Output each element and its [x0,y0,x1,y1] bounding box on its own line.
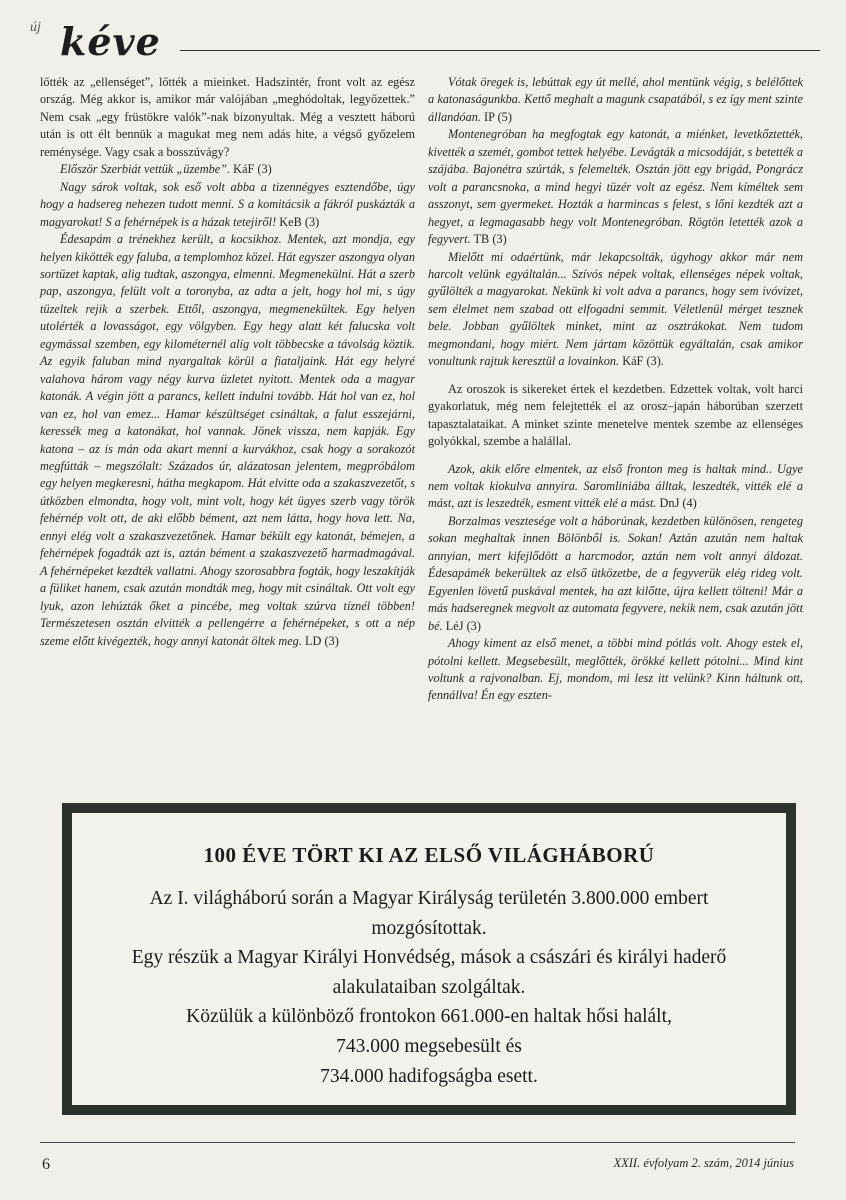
source-code: LD (3) [301,633,339,648]
paragraph-text: Azok, akik előre elmentek, az első fronton meg is haltak mind.. Ugye nem voltak kiokulva annyira. Saromliniába álltak, leszedték, vitték elé a mást, azt is leszedték, esment vitték elé a mást. [428,461,803,511]
info-box-line: Egy részük a Magyar Királyi Honvédség, mások a császári és királyi haderő [131,947,727,969]
paragraph [428,635,803,705]
paragraph [40,74,415,161]
source-code: KeB (3) [276,214,320,229]
info-box-line: 734.000 hadifogságba esett. [320,1065,538,1087]
paragraph [428,461,803,513]
paragraph [428,74,803,126]
issue-info: XXII. évfolyam 2. szám, 2014 június [613,1156,794,1170]
paragraph [428,513,803,635]
paragraph-text: Borzalmas vesztesége volt a háborúnak, kezdetben különösen, rengeteg sokan meghaltak innen Bölönből is. Sokan! Aztán azután nem haltak annyian, mert kifejlődött a harcmodor, aztán nem volt annyi áldozat. Édesapámék bekerültek az első ütközetbe, de a fegyverük elég rideg volt. Egyenlen lövetű puskával mentek, ha azt kilőtte, újra kellett tölteni! Már a más hadseregnek megvolt az automata fegyvere, nekik nem, csak azután jött bé. [428,513,803,633]
source-code: TB (3) [470,232,507,247]
page-number: 6 [42,1156,50,1173]
paragraph-text: Montenegróban ha megfogtak egy katonát, a miénket, levetkőztették, kivették a szemét, gombot tettek helyébe. Levágták a micsodáját, s betették a szájába. Bajonétra szúrták, s felemelték. Osztán jött egy brigád, Pongrácz volt a parancsnoka, a mind hegyi tüzér volt az egész. Nem kíméltek sem asszonyt, sem gyermeket. Hozták a harmincas s felest, s lőni kezdték azt a hegyet, a legmagasabb hegy volt Montenegróban. Rögtön letették azok a fegyvert. [428,127,803,247]
paragraph [40,231,415,650]
paragraph-text: Ahogy kiment az első menet, a többi mind pótlás volt. Ahogy estek el, pótolni kellett. Megsebesült, meglőtték, örökké kellett pótolni... Mind kint voltunk a rajvonalban. Ej, mondom, mi lesz itt velünk? Kinn háltunk ott, fennállva! Én egy eszten- [428,636,803,703]
info-box-line: Az I. világháború során a Magyar Királyság területén 3.800.000 embert [149,888,709,909]
logo-prefix: új [30,20,41,35]
paragraph [428,126,803,248]
source-code: IP (5) [480,109,512,124]
info-box-body [72,884,786,1091]
info-box-title: 100 ÉVE TÖRT KI AZ ELSŐ VILÁGHÁBORÚ [203,843,655,867]
paragraph [40,179,415,231]
info-box-line: mozgósítottak. [371,917,487,939]
header-rule [180,50,820,51]
source-code: KáF (3). [619,354,664,369]
paragraph-text: Nagy sárok voltak, sok eső volt abba a tizennégyes esztendőbe, úgy hogy a hadsereg nehezen tudott menni. S a komitácsik a fákról puskázták a magyarokat! S a fehérnépek is a házak tetejiről! [40,179,415,229]
paragraph [428,249,803,371]
info-box-line: alakulataiban szolgáltak. [332,976,526,998]
source-code: LéJ (3) [442,618,481,633]
left-text-column [40,74,415,650]
paragraph-text: Mielőtt mi odaértünk, már lekapcsolták, úgyhogy akkor már nem harcolt velünk egyáltalán... Szívós népek voltak, ellenséges népek voltak, gyűlölték a magyarokat. Nekünk ki volt adva a parancs, hogy sem ivóvizet, sem élelmet nem szabad ott elfogadni semmit. Véletlenül mérget tesznek bele. Jobban gyűlöltek minket, mint az osztrákokat. Nem tudom megmondani, hogy miért. Nem jártam közöttük egyáltalán, csak amikor vonultunk rajtuk keresztül a lovainkon. [428,249,803,369]
info-box-line: Közülük a különböző frontokon 661.000-en haltak hősi halált, [186,1006,672,1028]
footer-rule [40,1142,795,1144]
paragraph-text: Vótak öregek is, lebúttak egy út mellé, ahol mentünk végig, s belélőttek a katonaságunkba. Kettő meghalt a magunk csapatából, s ez így ment szinte állandóan. [428,75,803,124]
paragraph-text: lőtték az „ellenséget”, lőtték a mieinket. Hadszintér, front volt az egész ország. Még akkor is, amikor már valójában „meghódoltak, legyőzettek.” Nem csak „egy früstökre valók”-nak bizonyultak. Még a vesztett háború után is ott élt bennük a magukat meg nem adás hite, a végső győzelem reménysége. Vagy csak a bosszúvágy? [40,75,415,159]
info-box [62,803,796,1115]
paragraph-text: Először Szerbiát vettük „üzembe”. [60,162,231,177]
source-code: KáF (3) [230,162,272,177]
magazine-logo: kéve [60,19,161,64]
paragraph-text: Édesapám a trénekhez került, a kocsikhoz. Mentek, azt mondja, egy helyen kikötték egy faluba, a templomhoz közel. Hát egyszer aszongya olyan sortüzet kaptak, alig tudtak, aszongya, elmenni. Megmenekülni. Hát a szerb pap, aszongya, felült volt a toronyba, az adta a jelt, hogy hol mi, s úgy tüzeltek rejik a szerbek. Ettől, aszongya, megmenekültek. Egy helyen utolérték a lovasságot, egy völgyben. Egy hegy alatt két falucska volt egymással szemben, egy kilométernél alig volt többecske a távolság köztik. Az egyik faluban mind nyargaltak körül a fiataljaink. Hát egy helyré valahova három vagy négy kurva üzletet nyitott. Mentek oda a magyar katonák. A végin jött a parancs, kellett indulni tovább. Hát hol van ez, hol van ez, hol van emez... Hamar készültséget csináltak, a falut esszejárni, keressék meg a katonákat, hol vannak. Jönek vissza, nem kapják. Egy katona – az is mán oda akart menni a kurvákhoz, csak hogy a sorakozót megfútták – megszólalt: Százados úr, alázatosan jelentem, megpróbálom egy helyen megkeresni, hátha megkapom. Hát elvitte oda a szakaszvezetőt, s útközben elmondta, hogy volt, mint volt, hogy két ügyes szerb vagy török fehérnép volt ott, de aki előbb bément, azt nem látta, hogy hova lett. Na, ennyi elég volt a szakaszvezetőnek. Hamar békült egy katonát, bémejen, a fehérnépek fogadták azt is, aztán bément a szakaszvezető harmadmagával. A fehérnépeket kezdték vallatni. Ahogy szorosabbra fogták, hogy leszakítják a füliket hanem, csak azután mondták meg, hogy mit csináltak. Ott volt egy lyuk, azon lehúzták őket a pincébe, meg voltak szúrva tíznél többen! Természetesen osztán elvitték a pellengérre a fehérnépeket, s ott a nép szeme előtt kivégezték, hogy annyi katonát öltek meg. [40,232,415,648]
paragraph [40,161,415,178]
page-header [30,18,820,64]
right-text-column [428,74,803,705]
info-box-line: 743.000 megsebesült és [336,1035,522,1057]
source-code: DnJ (4) [656,496,697,511]
paragraph-text: Az oroszok is sikereket értek el kezdetben. Edzettek voltak, volt harci gyakorlatuk, még nem felejtették el az orosz–japán háborúban szerzett tapasztalataikat. A minket szinte menetelve mentek szembe az ellenséges golyókkal, szembe a halállal. [428,381,803,449]
paragraph [428,381,803,451]
